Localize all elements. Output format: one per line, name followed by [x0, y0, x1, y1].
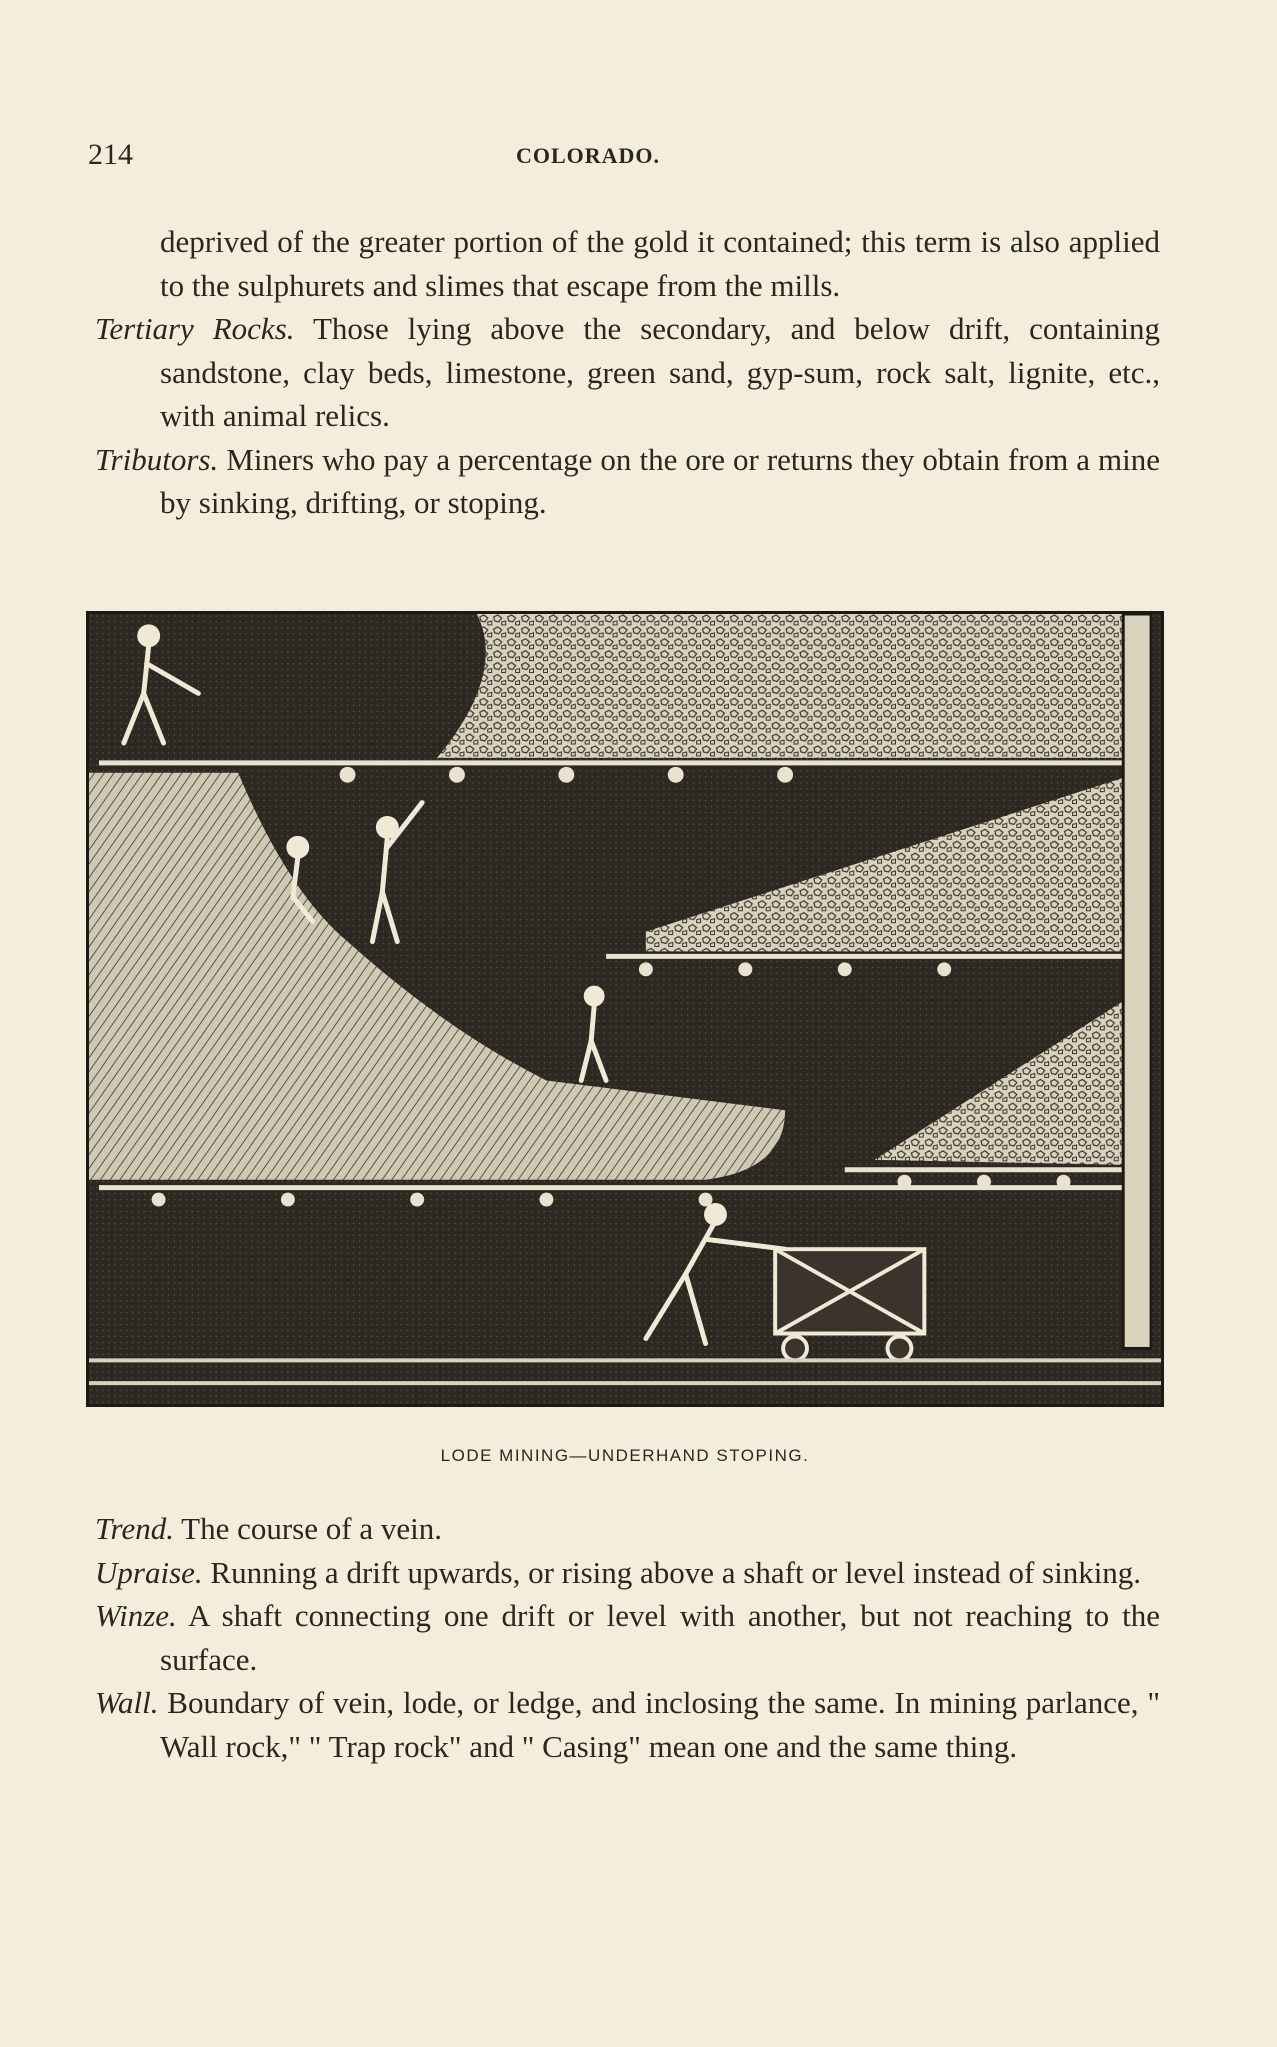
entry-term: Tributors. [95, 441, 219, 477]
page-number: 214 [88, 138, 133, 171]
entry-term: Wall. [95, 1685, 159, 1720]
entry-definition: Miners who pay a percentage on the ore or returns they obtain from a mine by sinking, drifting, or stoping. [160, 441, 1161, 520]
glossary-entry [95, 1507, 1160, 1551]
entry-term: Upraise. [95, 1554, 203, 1590]
ore-body-upper [437, 614, 1123, 758]
entry-term: Trend. [95, 1511, 174, 1546]
glossary-entries-top [95, 220, 1160, 525]
glossary-entry [95, 1681, 1160, 1768]
entry-definition: Those lying above the secondary, and below drift, containing sandstone, clay beds, limestone, green sand, gyp-sum, rock salt, lignite, etc., with animal relics. [160, 311, 1160, 433]
engraving-illustration [89, 614, 1161, 1404]
glossary-entry [95, 307, 1160, 438]
entry-definition: Boundary of vein, lode, or ledge, and inclosing the same. In mining parlance, " Wall rock," " Trap rock" and " Casing" mean one and the same thing. [160, 1685, 1161, 1764]
glossary-entry [95, 438, 1160, 525]
entry-definition: The course of a vein. [181, 1511, 442, 1546]
entry-definition: A shaft connecting one drift or level with another, but not reaching to the surface. [160, 1598, 1161, 1677]
entry-term: Tertiary Rocks. [95, 311, 295, 346]
entry-definition: Running a drift upwards, or rising above a shaft or level instead of sinking. [210, 1554, 1142, 1590]
figure-caption: LODE MINING—UNDERHAND STOPING. [440, 1446, 810, 1465]
mining-illustration [86, 611, 1164, 1407]
glossary-entry [95, 220, 1160, 307]
entry-term: Winze. [95, 1598, 177, 1633]
glossary-entry [95, 1551, 1160, 1595]
entry-definition: deprived of the greater portion of the gold it contained; this term is also applied to the sulphurets and slimes that escape from the mills. [160, 224, 1160, 303]
glossary-entry [95, 1594, 1160, 1681]
running-title: COLORADO. [515, 143, 661, 168]
glossary-entries-bottom [95, 1507, 1160, 1768]
running-head [88, 138, 1168, 178]
shaft-timbering [1123, 614, 1151, 1348]
